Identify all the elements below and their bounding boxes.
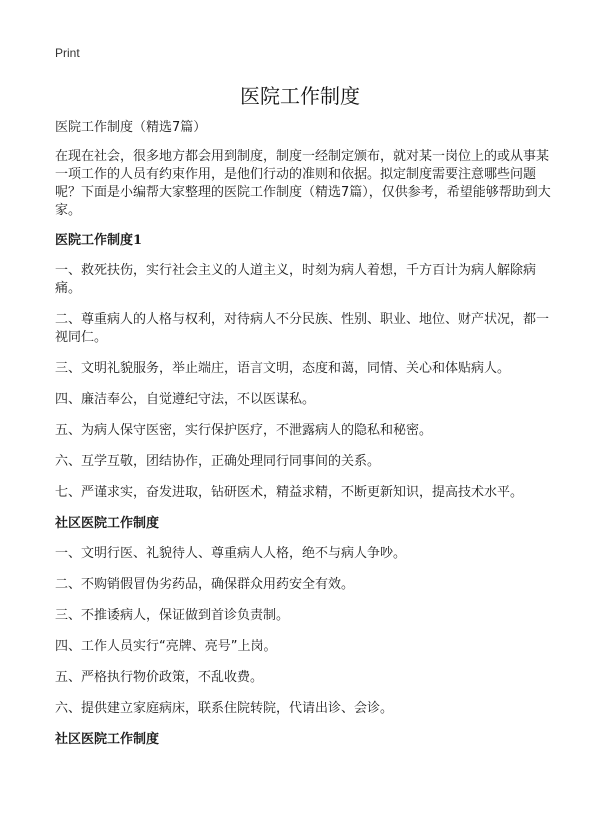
rule-item: 六、互学互敬，团结协作，正确处理同行同事间的关系。 [55, 454, 381, 469]
section-hospital-rules-1 [55, 232, 555, 502]
section-community-hospital-rules-2 [55, 731, 555, 749]
section-heading: 医院工作制度1 [55, 233, 143, 248]
rule-item: 一、救死扶伤，实行社会主义的人道主义，时刻为病人着想，千方百计为病人解除病痛。 [55, 263, 537, 296]
rule-item: 二、尊重病人的人格与权利，对待病人不分民族、性别、职业、地位、财产状况，都一视同仁。 [55, 312, 550, 345]
document-body [55, 119, 555, 761]
rule-item: 七、严谨求实，奋发进取，钻研医术，精益求精，不断更新知识，提高技术水平。 [55, 485, 524, 500]
document-subtitle: 医院工作制度（精选7篇） [55, 120, 207, 135]
page-title: 医院工作制度 [240, 84, 360, 108]
intro-paragraph: 在现在社会，很多地方都会用到制度，制度一经制定颁布，就对某一岗位上的或从事某一项工作的人员有约束作用，是他们行动的准则和依据。拟定制度需要注意哪些问题呢？下面是小编帮大家整理的医院工作制度（精选7篇），仅供参考，希望能够帮助到大家。 [55, 149, 551, 218]
rule-item: 二、不购销假冒伪劣药品，确保群众用药安全有效。 [55, 577, 355, 592]
section-heading: 社区医院工作制度 [55, 732, 160, 747]
print-label: Print [55, 46, 80, 60]
rule-item: 四、工作人员实行“亮牌、亮号”上岗。 [55, 639, 277, 654]
section-heading: 社区医院工作制度 [55, 516, 160, 531]
rule-item: 三、文明礼貌服务，举止端庄，语言文明，态度和蔼，同情、关心和体贴病人。 [55, 361, 511, 376]
rule-item: 四、廉洁奉公，自觉遵纪守法，不以医谋私。 [55, 392, 316, 407]
rule-item: 五、严格执行物价政策，不乱收费。 [55, 670, 264, 685]
rule-item: 一、文明行医、礼貌待人、尊重病人人格，绝不与病人争吵。 [55, 546, 407, 561]
rule-item: 五、为病人保守医密，实行保护医疗，不泄露病人的隐私和秘密。 [55, 423, 433, 438]
rule-item: 六、提供建立家庭病床，联系住院转院，代请出诊、会诊。 [55, 701, 394, 716]
section-community-hospital-rules [55, 515, 555, 718]
rule-item: 三、不推诿病人，保证做到首诊负责制。 [55, 608, 290, 623]
